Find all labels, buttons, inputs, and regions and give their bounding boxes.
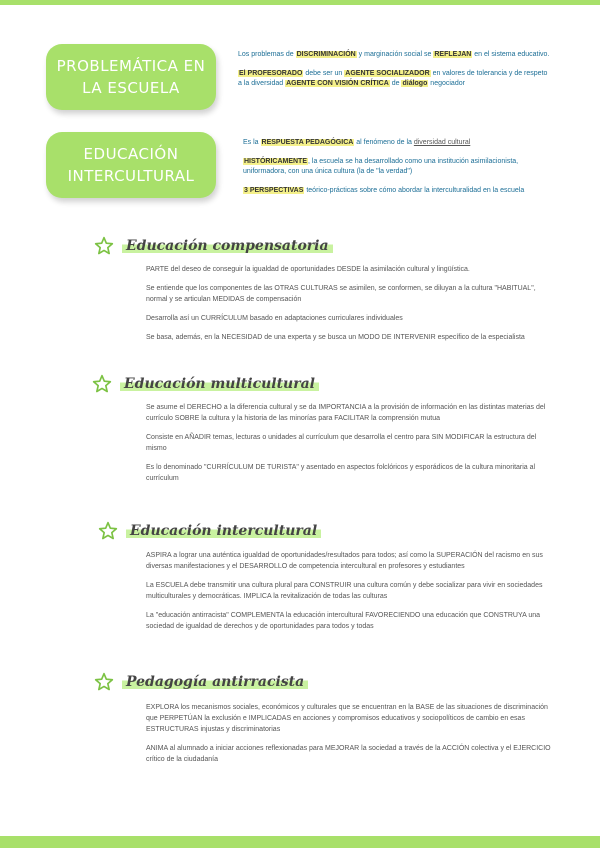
section-title-compensatoria: Educación compensatoria [94, 236, 333, 256]
section-paragraph: EXPLORA los mecanismos sociales, económicos y culturales que se encuentran en la BASE de las situaciones de discriminación que PERPETÚAN la exclusión e IMPLICADAS en acciones y compromisos educativos y sociopolíticos de cambio en esas ESTRUCTURAS injustas y discriminatorias [146, 704, 548, 733]
section-body-compensatoria [146, 264, 551, 351]
header-title-line1: PROBLEMÁTICA EN [56, 57, 206, 75]
header2-paragraph-2: HISTÓRICAMENTE, la escuela se ha desarrollado como una institución asimilacionista, uniformadora, con una única cultura (la de "la verdad") [243, 158, 519, 175]
section-paragraph: Es lo denominado "CURRÍCULUM DE TURISTA" y asentado en aspectos folclóricos y esporádicos de la cultura minoritaria al currículum [146, 464, 536, 482]
top-border [0, 0, 600, 5]
section-paragraph: Desarrolla así un CURRÍCULUM basado en adaptaciones curriculares individuales [146, 315, 403, 322]
header-title-line2: LA ESCUELA [82, 79, 180, 97]
section-body-multicultural [146, 402, 551, 492]
section-title-multicultural: Educación multicultural [92, 374, 319, 394]
section-title-antirracista: Pedagogía antirracista [94, 672, 308, 692]
star-icon [94, 672, 114, 692]
section-paragraph: Consiste en AÑADIR temas, lecturas o unidades al currículum que desarrolla el centro para SIN MODIFICAR la estructura del mismo [146, 434, 537, 452]
header1-paragraph-2: El PROFESORADO debe ser un AGENTE SOCIALIZADOR en valores de tolerancia y de respeto a la diversidad AGENTE CON VISIÓN CRÍTICA de diálogo negociador [238, 70, 548, 87]
section-title-intercultural: Educación intercultural [98, 521, 321, 541]
star-icon [98, 521, 118, 541]
section-paragraph: La ESCUELA debe transmitir una cultura plural para CONSTRUIR una cultura común y debe socializar para vivir en sociedades multiculturales y democráticas. IMPLICA la revitalización de todas las culturas [146, 582, 543, 600]
section-paragraph: ASPIRA a lograr una auténtica igualdad de oportunidades/resultados para todos; así como la SUPERACIÓN del racismo en sus diversas manifestaciones y el DESARROLLO de competencia intercultural en profesores y estudiantes [146, 552, 543, 570]
section-body-intercultural [146, 550, 551, 640]
header-box-problematica [46, 44, 216, 110]
header-box-educacion-intercultural [46, 132, 216, 198]
section-paragraph: La "educación antirracista" COMPLEMENTA la educación intercultural FAVORECIENDO una educación que CONSTRUYA una sociedad de igualdad de derechos y de oportunidades para todos y todas [146, 612, 541, 630]
header-title-line1: EDUCACIÓN [83, 145, 179, 163]
bottom-border [0, 836, 600, 848]
header1-text [238, 50, 550, 98]
section-paragraph: PARTE del deseo de conseguir la igualdad de oportunidades DESDE la asimilación cultural y lingüística. [146, 266, 470, 273]
header2-paragraph-1: Es la RESPUESTA PEDAGÓGICA al fenómeno de la diversidad cultural [243, 139, 471, 146]
header1-paragraph-1: Los problemas de DISCRIMINACIÓN y marginación social se REFLEJAN en el sistema educativo. [238, 51, 550, 58]
star-icon [94, 236, 114, 256]
section-paragraph: ANIMA al alumnado a iniciar acciones reflexionadas para MEJORAR la sociedad a través de la ACCIÓN colectiva y el EJERCICIO crítico de la ciudadanía [146, 745, 551, 763]
section-paragraph: Se basa, además, en la NECESIDAD de una experta y se busca un MODO DE INTERVENIR específico de la especialista [146, 334, 525, 341]
section-paragraph: Se entiende que los componentes de las OTRAS CULTURAS se asimilen, se conformen, se diluyan a la cultura "HABITUAL", normal y se articulan MEDIDAS de compensación [146, 285, 536, 303]
section-paragraph: Se asume el DERECHO a la diferencia cultural y se da IMPORTANCIA a la provisión de información en las distintas materias del currículo SOBRE la cultura y la historia de las minorías para FACILITAR la comprensión mutua [146, 404, 546, 422]
header-title-line2: INTERCULTURAL [67, 167, 195, 185]
section-body-antirracista [146, 702, 551, 773]
header2-paragraph-3: 3 PERSPECTIVAS teórico-prácticas sobre cómo abordar la interculturalidad en la escuela [244, 187, 525, 194]
star-icon [92, 374, 112, 394]
header2-text [243, 138, 551, 205]
